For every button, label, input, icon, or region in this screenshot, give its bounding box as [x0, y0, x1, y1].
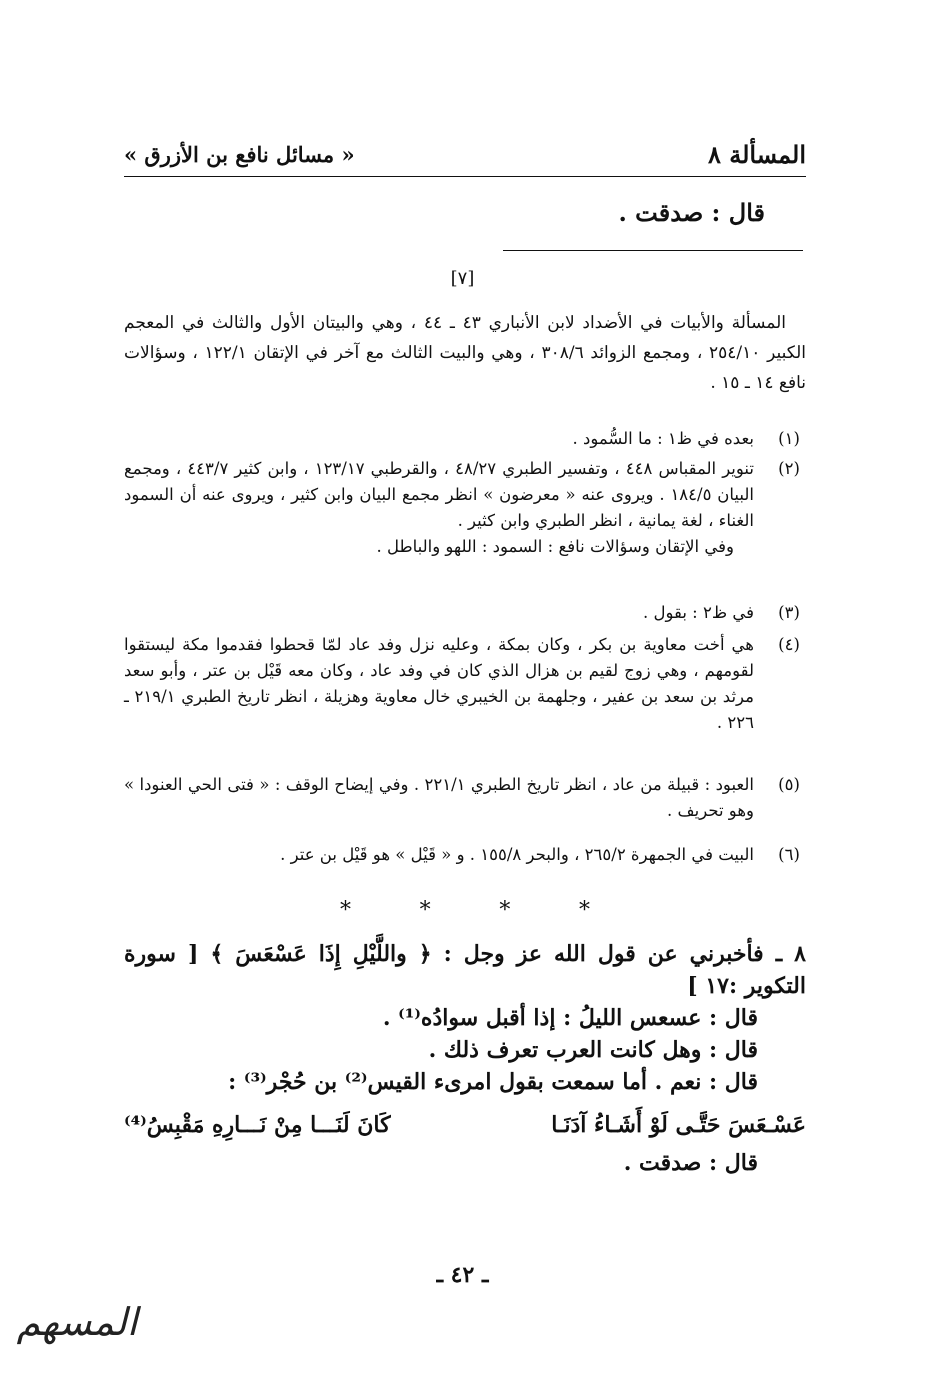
closing-answer: قال : صدقت . — [623, 1150, 758, 1176]
footnote-4 — [124, 632, 806, 736]
footnote-divider — [503, 250, 803, 251]
question-text: ٨ ـ فأخبرني عن قول الله عز وجل : ﴿ واللَّيْلِ إِذَا عَسْعَسَ ﴾ [ سورة التكوير :١٧ ] — [124, 941, 806, 999]
book-title: « مسائل نافع بن الأزرق » — [124, 142, 355, 167]
sources-intro — [124, 308, 806, 398]
notes-marker: [٧] — [450, 268, 475, 289]
footnote-3 — [124, 600, 806, 626]
footnote-6 — [124, 842, 806, 868]
footnote-text: تنوير المقباس ٤٤٨ ، وتفسير الطبري ٤٨/٢٧ ، والقرطبي ١٢٣/١٧ ، وابن كثير ٤٤٣/٧ ، ومجمع البيان ١٨٤/٥ . ويروى عنه « معرضون » انظر مجمع البيان وابن كثير ، ويروى عنه أن السمود الغناء ، لغة يمانية ، انظر الطبري وابن كثير . — [124, 459, 754, 530]
top-answer: قال : صدقت . — [618, 198, 765, 227]
section-separator — [340, 898, 590, 922]
question-block — [124, 938, 806, 1098]
verse-second-hemistich: كَانَ لَنَـــا مِنْ نَـــارِهِ مَقْبِسُ⁽⁴⁾ — [124, 1112, 391, 1138]
running-header — [124, 140, 806, 177]
separator-star: * — [340, 898, 351, 923]
footnote-text: العبود : قبيلة من عاد ، انظر تاريخ الطبري ٢٢١/١ . وفي إيضاح الوقف : « فتى الحي العنودا » وهو تحريف . — [124, 775, 754, 820]
library-stamp-logo — [12, 1296, 142, 1362]
footnote-number: (١) — [778, 429, 800, 448]
footnote-number: (٥) — [778, 775, 800, 794]
stamp-text: المسهم — [16, 1300, 138, 1344]
page-number: ـ ٤٢ ـ — [436, 1262, 489, 1288]
separator-star: * — [419, 898, 431, 923]
answer-line: قال : نعم . أما سمعت بقول امرىء القيس⁽²⁾ بن حُجْر⁽³⁾ : — [228, 1069, 758, 1095]
footnote-number: (٣) — [778, 603, 800, 622]
footnote-5 — [124, 772, 806, 824]
footnote-text: البيت في الجمهرة ٢٦٥/٢ ، والبحر ١٥٥/٨ . و « قَيْل » هو قَيْل بن عتر . — [280, 845, 754, 864]
footnote-1 — [124, 426, 806, 452]
footnote-2 — [124, 456, 806, 560]
footnote-extra-text: وفي الإتقان وسؤالات نافع : السمود : اللهو والباطل . — [376, 537, 734, 556]
section-title: المسألة ٨ — [707, 140, 806, 169]
separator-star: * — [578, 898, 590, 923]
footnote-number: (٦) — [778, 845, 800, 864]
answer-line: قال : وهل كانت العرب تعرف ذلك . — [428, 1037, 758, 1063]
separator-star: * — [499, 898, 511, 923]
footnote-text: بعده في ظ١ : ما السُّمود . — [572, 429, 754, 448]
footnote-number: (٤) — [778, 635, 800, 654]
answer-line: قال : عسعس الليلُ : إذا أقبل سوادُه⁽¹⁾ . — [382, 1005, 758, 1031]
sources-intro-text: المسألة والأبيات في الأضداد لابن الأنباري ٤٣ ـ ٤٤ ، وهي والبيتان الأول والثالث في المعجم الكبير ٢٥٤/١٠ ، ومجمع الزوائد ٣٠٨/٦ ، وهي والبيت الثالث مع آخر في الإتقان ١٢٢/١ ، وسؤالات نافع ١٤ ـ ١٥ . — [124, 313, 807, 393]
verse-first-hemistich: عَسْـعَسَ حَتَّـى لَوْ أَشَـاءُ آدَنَـا — [551, 1112, 806, 1138]
footnote-number: (٢) — [778, 459, 800, 478]
footnote-text: هي أخت معاوية بن بكر ، وكان بمكة ، وعليه نزل وفد عاد لمّا قحطوا فقدموا مكة ليستقوا لقومهم ، وهي زوج لقيم بن هزال الذي كان في وفد عاد ، وكان معه قَيْل بن عتر ، وأبو سعد مرثد بن سعد بن عفير ، وجلهمة بن الخيبري خال معاوية وهزيلة ، انظر تاريخ الطبري ٢١٩/١ ـ ٢٢٦ . — [124, 635, 754, 732]
footnote-text: في ظ٢ : بقول . — [642, 603, 754, 622]
poem-verse — [124, 1112, 806, 1146]
